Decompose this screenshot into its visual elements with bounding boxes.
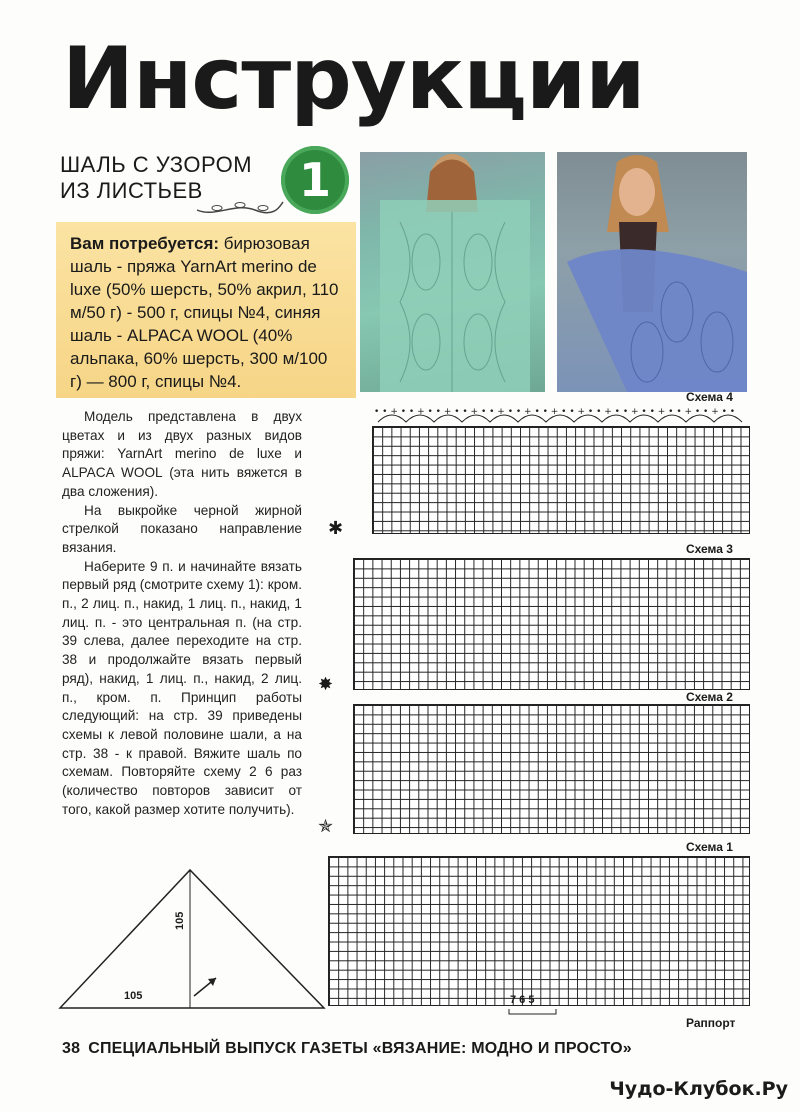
instructions-text: [62, 408, 302, 819]
paragraph: Наберите 9 п. и начинайте вязать первый ряд (смотрите схему 1): кром. п., 2 лиц. п., накид, 1 лиц. п., накид, 1 лиц. п. - это центральная п. (на стр. 39 слева, далее переходите на стр. 38 и продолжайте вязать первый ряд), накид, 1 лиц. п., накид, 2 лиц. п., кром. п. Принцип работы следующий: на стр. 39 приведены схемы к левой половине шали, а на стр. 38 - к правой. Вяжите шаль по схемам. Повторяйте схему 2 6 раз (количество повторов зависит от того, какой размер хотите получить).: [62, 558, 302, 817]
schema-2-grid: [353, 704, 750, 834]
start-marker-icon: ✯: [318, 816, 334, 836]
repeat-marks: 7 6 5: [510, 994, 535, 1006]
pattern-number-badge: 1: [281, 146, 349, 214]
rapport-bracket-icon: [508, 1008, 558, 1016]
shawl-pattern-diagram: [56, 866, 332, 1012]
materials-label: Вам потребуется:: [70, 234, 220, 253]
subtitle-line-1: ШАЛЬ С УЗОРОМ: [60, 152, 253, 177]
height-dimension: 105: [174, 911, 186, 930]
schema-1-label: Схема 1: [686, 840, 733, 854]
schema-3-label: Схема 3: [686, 542, 733, 556]
schema-2-label: Схема 2: [686, 690, 733, 704]
page-title: Инструкции: [62, 29, 645, 129]
paragraph: На выкройке черной жирной стрелкой показано направление вязания.: [62, 502, 302, 555]
rapport-label: Раппорт: [686, 1016, 736, 1030]
schema-4-label: Схема 4: [686, 390, 733, 404]
schema-3-grid: [353, 558, 750, 690]
footer-text: СПЕЦИАЛЬНЫЙ ВЫПУСК ГАЗЕТЫ «ВЯЗАНИЕ: МОДНО И ПРОСТО»: [88, 1040, 632, 1057]
site-watermark: Чудо-Клубок.Ру: [609, 1078, 788, 1100]
start-marker-icon: ✸: [318, 674, 334, 694]
schema-4-scallop-icon: [372, 404, 752, 426]
photo-blue-shawl: [557, 152, 747, 392]
svg-text:• • + • • + • • + • • + • • +: • • + • • + • • + • • + • • + • • + • • + • • + • • + • • + • • + • • + • • + • •: [374, 407, 736, 417]
start-marker-icon: ✱: [328, 518, 344, 538]
materials-text: бирюзовая шаль - пряжа YarnArt merino de luxe (50% шерсть, 50% акрил, 110 м/50 г) - 500 г, спицы №4, синяя шаль - ALPACA WOOL (40% альпака, 60% шерсть, 300 м/100 г) — 800 г, спицы №4.: [70, 234, 339, 391]
photo-turquoise-shawl: [360, 152, 545, 392]
materials-box: [56, 222, 356, 398]
schema-1-grid: [328, 856, 750, 1006]
page-number: 38: [62, 1040, 81, 1057]
schema-4-grid: [372, 426, 750, 534]
paragraph: Модель представлена в двух цветах и из двух разных видов пряжи: YarnArt merino de luxe и ALPACA WOOL (эта нить вяжется в два сложения).: [62, 409, 302, 499]
base-dimension: 105: [124, 990, 143, 1002]
subtitle-line-2: ИЗ ЛИСТЬЕВ: [60, 178, 203, 203]
page-footer: [62, 1040, 632, 1058]
vine-ornament-icon: [195, 196, 285, 220]
